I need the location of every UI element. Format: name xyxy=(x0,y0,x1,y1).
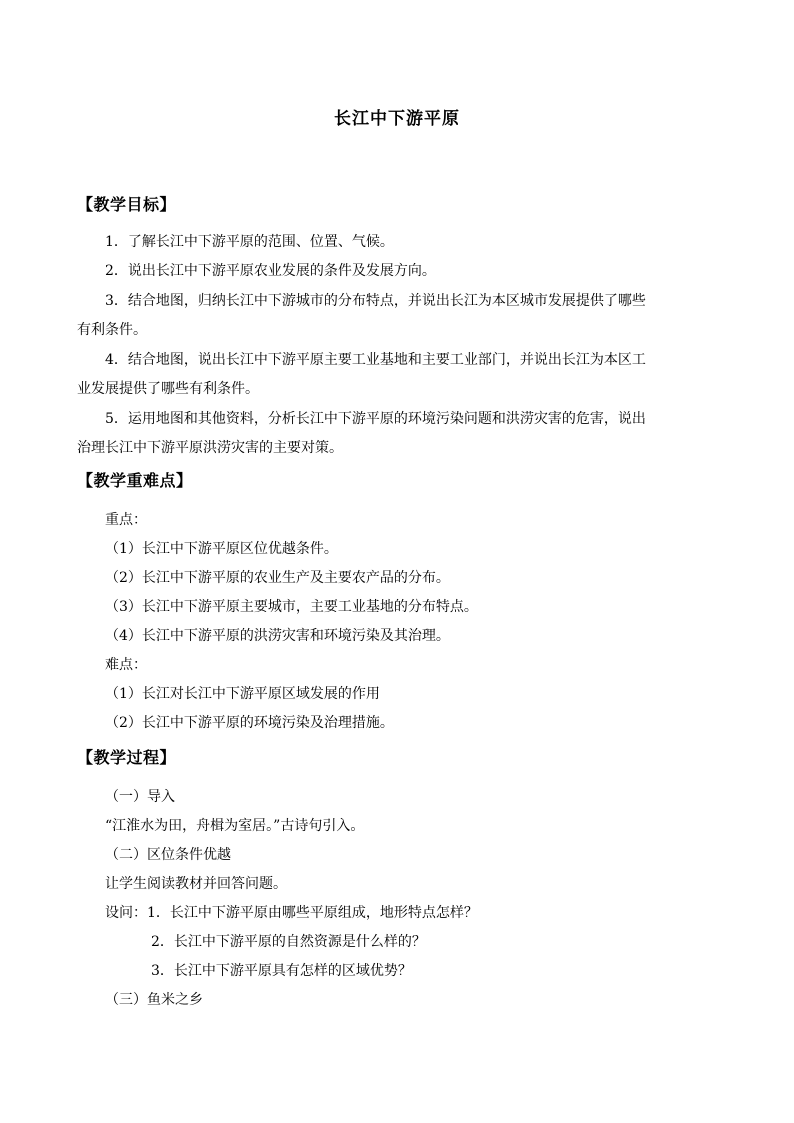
objective-line: 1．了解长江中下游平原的范围、位置、气候。 xyxy=(105,234,394,250)
process-line: （二）区位条件优越 xyxy=(105,847,231,863)
process-line: 设问：1．长江中下游平原由哪些平原组成，地形特点怎样？ xyxy=(105,905,478,921)
objective-line: 5．运用地图和其他资料，分析长江中下游平原的环境污染问题和洪涝灾害的危害，说出 xyxy=(105,411,646,427)
objective-line: 4．结合地图，说出长江中下游平原主要工业基地和主要工业部门，并说出长江为本区工 xyxy=(105,352,646,368)
objective-line: 3．结合地图，归纳长江中下游城市的分布特点，并说出长江为本区城市发展提供了哪些 xyxy=(105,293,646,309)
process-line: “江淮水为田，舟楫为室居。”古诗句引入。 xyxy=(105,818,365,834)
key-point-line: （1）长江对长江中下游平原区域发展的作用 xyxy=(105,686,380,702)
section-heading-key-points: 【教学重难点】 xyxy=(77,471,193,490)
objective-line: 业发展提供了哪些有利条件。 xyxy=(77,381,259,397)
process-line: 2．长江中下游平原的自然资源是什么样的？ xyxy=(151,934,426,950)
objective-line: 2．说出长江中下游平原农业发展的条件及发展方向。 xyxy=(105,263,436,279)
key-point-line: （1）长江中下游平原区位优越条件。 xyxy=(105,541,338,557)
key-point-line: （3）长江中下游平原主要城市，主要工业基地的分布特点。 xyxy=(105,599,478,615)
objective-line: 有利条件。 xyxy=(77,322,147,338)
section-heading-objectives: 【教学目标】 xyxy=(77,195,177,214)
process-line: 让学生阅读教材并回答问题。 xyxy=(105,876,287,892)
section-heading-process: 【教学过程】 xyxy=(77,748,177,767)
process-line: （一）导入 xyxy=(105,789,175,805)
objective-line: 治理长江中下游平原洪涝灾害的主要对策。 xyxy=(77,440,343,456)
document-title: 长江中下游平原 xyxy=(334,109,460,129)
key-point-line: （2）长江中下游平原的农业生产及主要农产品的分布。 xyxy=(105,570,450,586)
process-line: 3．长江中下游平原具有怎样的区域优势？ xyxy=(151,963,412,979)
key-point-line: 重点： xyxy=(105,512,147,528)
key-point-line: （2）长江中下游平原的环境污染及治理措施。 xyxy=(105,715,394,731)
key-point-line: （4）长江中下游平原的洪涝灾害和环境污染及其治理。 xyxy=(105,628,450,644)
process-line: （三）鱼米之乡 xyxy=(105,992,203,1008)
key-point-line: 难点： xyxy=(105,657,147,673)
